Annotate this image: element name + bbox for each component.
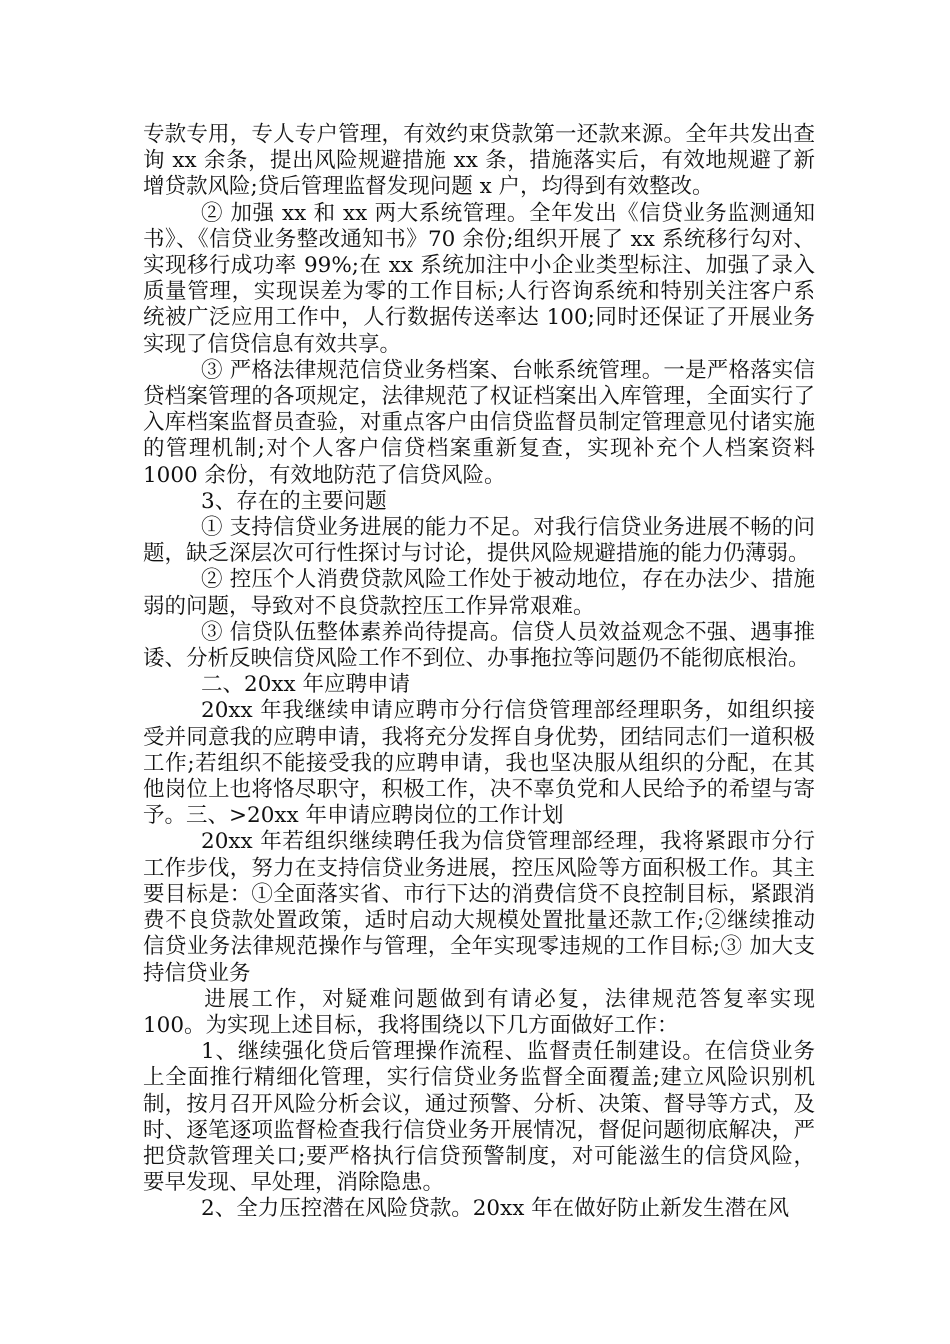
paragraph-7: 20xx 年我继续申请应聘市分行信贷管理部经理职务，如组织接受并同意我的应聘申请，我将充分发挥自身优势，团结同志们一道积极工作;若组织不能接受我的应聘申请，我也坚决服从组织的分配，在其他岗位上也将恪尽职守，积极工作，决不辜负党和人民给予的希望与寄予。三、>20xx 年申请应聘岗位的工作计划: [143, 698, 815, 829]
paragraph-9: 进展工作，对疑难问题做到有请必复，法律规范答复率实现 100。为实现上述目标，我将围绕以下几方面做好工作：: [143, 986, 815, 1038]
paragraph-8: 20xx 年若组织继续聘任我为信贷管理部经理，我将紧跟市分行工作步伐，努力在支持信贷业务进展，控压风险等方面积极工作。其主要目标是：①全面落实省、市行下达的消费信贷不良控制目标，紧跟消费不良贷款处置政策，适时启动大规模处置批量还款工作;②继续推动信贷业务法律规范操作与管理，全年实现零违规的工作目标;③ 加大支持信贷业务: [143, 829, 815, 986]
section-heading-application: 二、20xx 年应聘申请: [201, 672, 410, 698]
paragraph-1: 专款专用，专人专户管理，有效约束贷款第一还款来源。全年共发出查询 xx 余条，提出风险规避措施 xx 条，措施落实后，有效地规避了新增贷款风险;贷后管理监督发现问题 x 户，均得到有效整改。: [143, 122, 815, 200]
paragraph-3: ③ 严格法律规范信贷业务档案、台帐系统管理。一是严格落实信贷档案管理的各项规定，法律规范了权证档案出入库管理，全面实行了入库档案监督员查验，对重点客户由信贷监督员制定管理意见付诸实施的管理机制;对个人客户信贷档案重新复查，实现补充个人档案资料 1000 余份，有效地防范了信贷风险。: [143, 357, 815, 488]
paragraph-11: 2、全力压控潜在风险贷款。20xx 年在做好防止新发生潜在风: [201, 1196, 790, 1222]
paragraph-6: ③ 信贷队伍整体素养尚待提高。信贷人员效益观念不强、遇事推诿、分析反映信贷风险工作不到位、办事拖拉等问题仍不能彻底根治。: [143, 619, 815, 672]
document-page: [143, 122, 815, 1223]
section-heading-problems: 3、存在的主要问题: [201, 488, 387, 514]
paragraph-2: ② 加强 xx 和 xx 两大系统管理。全年发出《信贷业务监测通知书》、《信贷业务整改通知书》70 余份;组织开展了 xx 系统移行勾对、实现移行成功率 99%;在 xx 系统加注中小企业类型标注、加强了录入质量管理，实现误差为零的工作目标;人行咨询系统和特别关注客户系统被广泛应用工作中，人行数据传送率达 100;同时还保证了开展业务实现了信贷信息有效共享。: [143, 200, 815, 357]
paragraph-5: ② 控压个人消费贷款风险工作处于被动地位，存在办法少、措施弱的问题，导致对不良贷款控压工作异常艰难。: [143, 567, 815, 619]
paragraph-4: ① 支持信贷业务进展的能力不足。对我行信贷业务进展不畅的问题，缺乏深层次可行性探讨与讨论，提供风险规避措施的能力仍薄弱。: [143, 515, 815, 567]
paragraph-10: 1、继续强化贷后管理操作流程、监督责任制建设。在信贷业务上全面推行精细化管理，实行信贷业务监督全面覆盖;建立风险识别机制，按月召开风险分析会议，通过预警、分析、决策、督导等方式，及时、逐笔逐项监督检查我行信贷业务开展情况，督促问题彻底解决，严把贷款管理关口;要严格执行信贷预警制度，对可能滋生的信贷风险，要早发现、早处理，消除隐患。: [143, 1039, 815, 1196]
